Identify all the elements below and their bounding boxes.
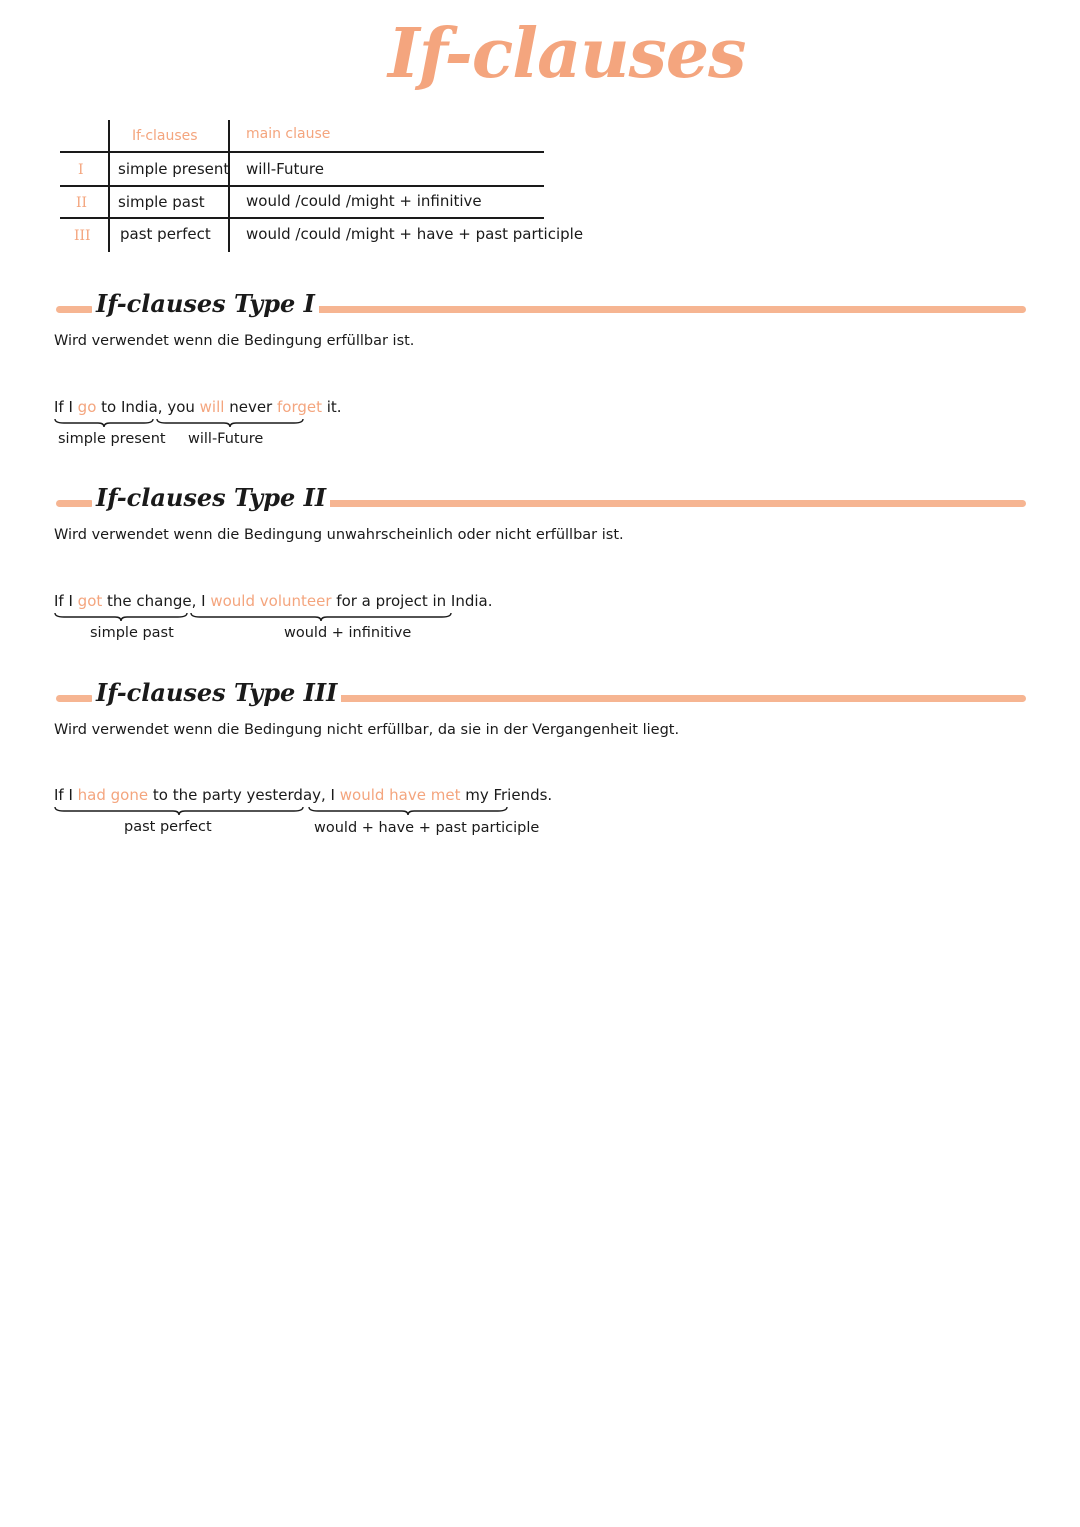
if-clause-label: simple present (58, 431, 166, 447)
if-clause-label: past perfect (124, 819, 212, 835)
highlighted-verb: forget (276, 398, 322, 416)
if-clause-tense: past perfect (120, 225, 211, 243)
highlighted-verb: had gone (77, 786, 149, 804)
section-title: If-clauses Type II (92, 483, 330, 512)
section-description: Wird verwendet wenn die Bedingung nicht erfüllbar, da sie in der Vergangenheit liegt. (54, 722, 680, 738)
main-clause-brace (308, 806, 508, 816)
text-segment: to the party yesterday, I (148, 786, 340, 804)
if-clause-brace (54, 806, 304, 816)
highlighted-verb: got (77, 592, 103, 610)
text-segment: to India, you (96, 398, 200, 416)
accent-bar (286, 306, 1026, 313)
main-clause-brace (156, 418, 304, 428)
text-segment: If I (54, 592, 78, 610)
type-numeral: III (74, 228, 91, 244)
section-title: If-clauses Type III (92, 678, 341, 707)
accent-bar (300, 695, 1026, 702)
accent-bar (56, 695, 94, 702)
main-clause-label: will-Future (188, 431, 264, 447)
section-header-type-2 (56, 485, 1026, 517)
text-segment: never (224, 398, 277, 416)
accent-bar (56, 306, 94, 313)
main-clause-tense: would /could /might + infinitive (246, 192, 482, 210)
type-numeral: I (78, 162, 84, 178)
text-segment: the change, I (102, 592, 211, 610)
table-rule (60, 185, 544, 187)
header-if-clause: If-clauses (132, 128, 198, 144)
section-header-type-1 (56, 291, 1026, 323)
if-clause-tense: simple present (118, 160, 230, 178)
table-rule (60, 151, 544, 153)
if-clause-brace (54, 418, 154, 428)
section-header-type-3 (56, 680, 1026, 712)
section-title: If-clauses Type I (92, 289, 319, 318)
type-numeral: II (76, 195, 88, 211)
accent-bar (56, 500, 94, 507)
overview-table (60, 120, 584, 252)
text-segment: my Friends. (460, 786, 553, 804)
page-title: If-clauses (388, 14, 746, 94)
main-clause-label: would + have + past participle (314, 820, 540, 836)
text-segment: If I (54, 786, 78, 804)
if-clause-brace (54, 612, 188, 622)
accent-bar (291, 500, 1026, 507)
section-description: Wird verwendet wenn die Bedingung unwahrscheinlich oder nicht erfüllbar ist. (54, 527, 624, 543)
highlighted-verb: would volunteer (210, 592, 332, 610)
main-clause-tense: will-Future (246, 160, 324, 178)
header-main-clause: main clause (246, 126, 331, 142)
main-clause-brace (190, 612, 452, 622)
if-clause-label: simple past (90, 625, 174, 641)
if-clause-tense: simple past (118, 193, 205, 211)
main-clause-tense: would /could /might + have + past participle (246, 225, 584, 243)
highlighted-verb: will (199, 398, 225, 416)
example-sentence (54, 398, 342, 416)
example-sentence (54, 786, 552, 804)
table-rule (60, 217, 544, 219)
section-description: Wird verwendet wenn die Bedingung erfüllbar ist. (54, 333, 415, 349)
example-sentence (54, 592, 493, 610)
main-clause-label: would + infinitive (284, 625, 412, 641)
highlighted-verb: go (77, 398, 97, 416)
highlighted-verb: would have met (339, 786, 461, 804)
text-segment: If I (54, 398, 78, 416)
text-segment: for a project in India. (331, 592, 493, 610)
text-segment: it. (321, 398, 342, 416)
